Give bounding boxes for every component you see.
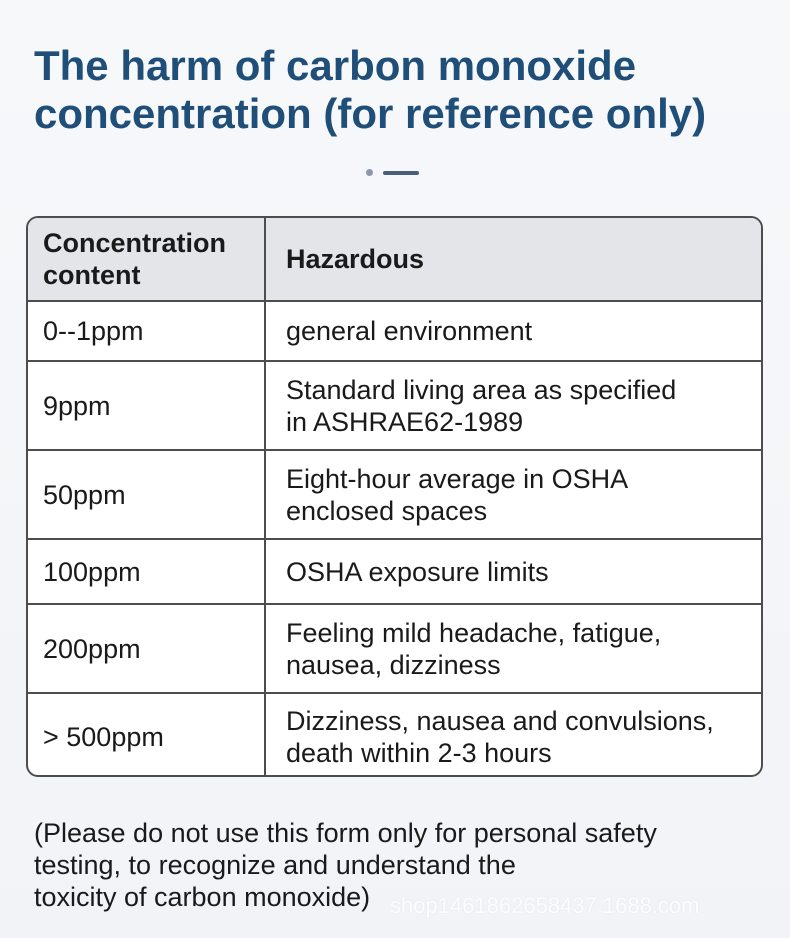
header-hazardous-label: Hazardous [286,244,425,274]
table-row [28,604,761,693]
concentration-value: 200ppm [43,633,141,664]
hazard-line1: Eight-hour average in OSHA [286,463,629,494]
hazard-line2: in ASHRAE62-1989 [286,406,524,437]
table-row [28,450,761,539]
table-row [28,301,761,361]
page-title-line2: concentration (for reference only) [34,90,707,137]
page-title [34,42,774,138]
hazard-line1: general environment [286,316,533,346]
cell-hazard [265,604,761,693]
cell-concentration [28,604,265,693]
cell-concentration [28,450,265,539]
header-concentration-line1: Concentration [43,228,227,258]
cell-hazard [265,450,761,539]
concentration-value: 100ppm [43,556,141,587]
note-line2: testing, to recognize and understand the [34,850,516,880]
table-row [28,693,761,777]
concentration-value: 50ppm [43,479,126,510]
hazard-line2: nausea, dizziness [286,649,501,680]
cell-hazard [265,361,761,450]
table-row [28,361,761,450]
cell-concentration [28,301,265,361]
note-line1: (Please do not use this form only for personal safety [34,818,657,848]
page-title-line1: The harm of carbon monoxide [34,42,637,89]
hazard-line2: death within 2-3 hours [286,737,552,768]
title-divider [366,169,426,177]
hazard-line2: enclosed spaces [286,495,488,526]
shop-watermark: shop1461862658437.1688.com [390,893,700,918]
hazard-line1: Standard living area as specified [286,374,677,405]
cell-hazard [265,693,761,777]
divider-dash [383,171,419,175]
hazard-line1: Feeling mild headache, fatigue, [286,617,662,648]
concentration-value: 0--1ppm [43,316,144,346]
cell-hazard [265,301,761,361]
hazard-line1: Dizziness, nausea and convulsions, [286,705,714,736]
header-concentration-line2: content [43,260,141,290]
divider-dot [366,169,373,176]
concentration-value: > 500ppm [43,721,164,752]
co-hazard-table [26,216,763,777]
hazard-line1: OSHA exposure limits [286,556,549,587]
cell-concentration [28,539,265,604]
header-concentration [28,218,265,301]
table-header-row [28,218,761,301]
cell-hazard [265,539,761,604]
note-line3: toxicity of carbon monoxide) [34,882,371,912]
cell-concentration [28,693,265,777]
cell-concentration [28,361,265,450]
header-hazardous [265,218,761,301]
table-row [28,539,761,604]
concentration-value: 9ppm [43,390,111,421]
